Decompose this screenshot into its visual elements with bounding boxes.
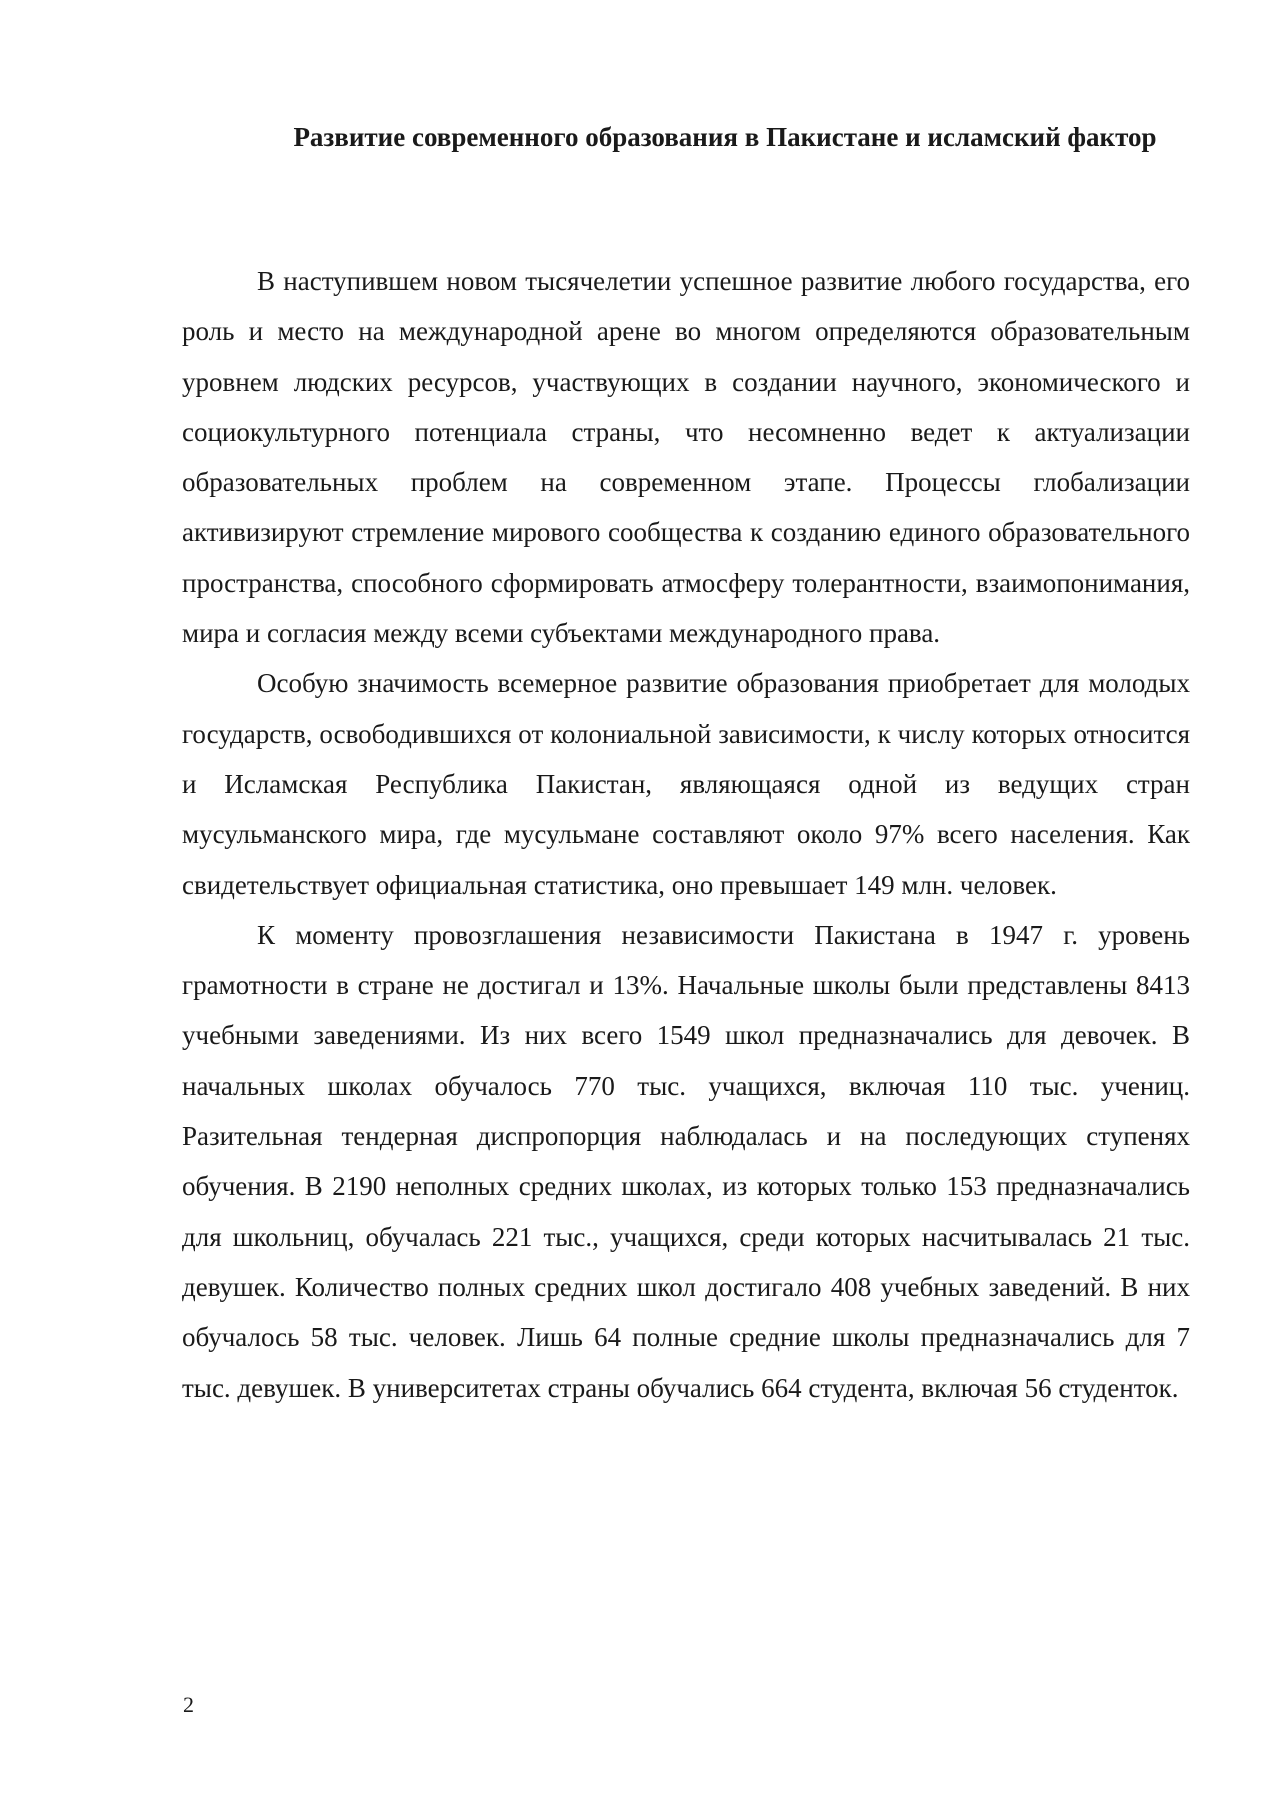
paragraph: В наступившем новом тысячелетии успешное развитие любого государства, его роль и место на международной арене во многом определяются образовательным уровнем людских ресурсов, участвующих в создании научного, экономического и социокультурного потенциала страны, что несомненно ведет к актуализации образовательных проблем на современном этапе. Процессы глобализации активизируют стремление мирового сообщества к созданию единого образовательного пространства, способного сформировать атмосферу толерантности, взаимопонимания, мира и согласия между всеми субъектами международного права.	[182, 266, 1190, 649]
document-body	[182, 256, 1190, 1413]
page-number: 2	[183, 1692, 194, 1717]
paragraph: К моменту провозглашения независимости Пакистана в 1947 г. уровень грамотности в стране не достигал и 13%. Начальные школы были представлены 8413 учебными заведениями. Из них всего 1549 школ предназначались для девочек. В начальных школах обучалось 770 тыс. учащихся, включая 110 тыс. учениц. Разительная тендерная диспропорция наблюдалась и на последующих ступенях обучения. В 2190 неполных средних школах, из которых только 153 предназначались для школьниц, обучалась 221 тыс., учащихся, среди которых насчитывалась 21 тыс. девушек. Количество полных средних школ достигало 408 учебных заведений. В них обучалось 58 тыс. человек. Лишь 64 полные средние школы предназначались для 7 тыс. девушек. В университетах страны обучались 664 студента, включая 56 студенток.	[182, 919, 1190, 1403]
paragraph: Особую значимость всемерное развитие образования приобретает для молодых государств, освободившихся от колониальной зависимости, к числу которых относится и Исламская Республика Пакистан, являющаяся одной из ведущих стран мусульманского мира, где мусульмане составляют около 97% всего населения. Как свидетельствует официальная статистика, оно превышает 149 млн. человек.	[182, 668, 1190, 900]
document-title: Развитие современного образования в Пакистане и исламский фактор	[293, 122, 1157, 152]
